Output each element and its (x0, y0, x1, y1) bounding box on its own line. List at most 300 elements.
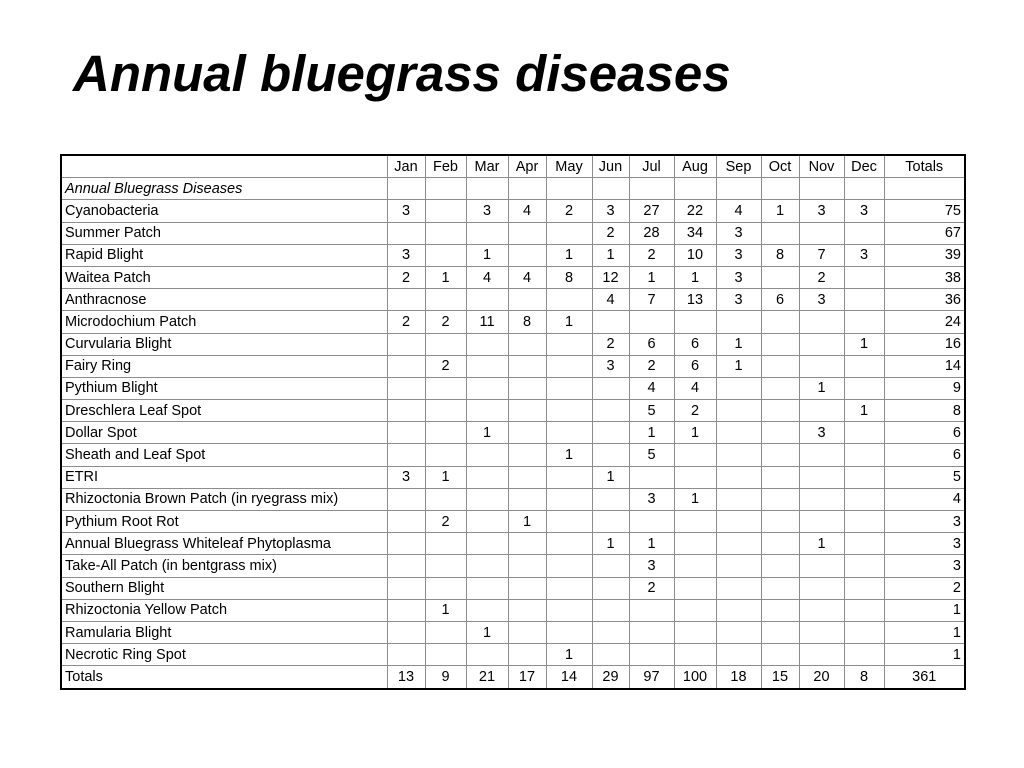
month-count-cell (425, 333, 466, 355)
month-count-cell: 2 (629, 577, 674, 599)
month-count-cell: 2 (425, 311, 466, 333)
month-count-cell (387, 488, 425, 510)
month-count-cell (844, 289, 884, 311)
row-total-cell: 8 (884, 400, 965, 422)
month-count-cell (629, 599, 674, 621)
month-count-cell: 1 (716, 355, 761, 377)
disease-name: Rhizoctonia Yellow Patch (61, 599, 387, 621)
month-count-cell (844, 555, 884, 577)
month-count-cell (844, 488, 884, 510)
month-count-cell: 1 (629, 533, 674, 555)
month-count-cell (716, 533, 761, 555)
month-count-cell (716, 577, 761, 599)
month-count-cell (674, 444, 716, 466)
month-count-cell (508, 355, 546, 377)
row-total-cell: 1 (884, 599, 965, 621)
row-total-cell: 3 (884, 511, 965, 533)
month-count-cell: 2 (674, 400, 716, 422)
month-total-cell: 100 (674, 666, 716, 689)
month-count-cell (508, 533, 546, 555)
month-count-cell (716, 377, 761, 399)
month-count-cell: 3 (716, 289, 761, 311)
table-row (61, 466, 965, 488)
month-count-cell: 2 (387, 311, 425, 333)
month-count-cell (592, 377, 629, 399)
month-count-cell: 3 (387, 244, 425, 266)
month-count-cell (508, 599, 546, 621)
month-count-cell (425, 422, 466, 444)
month-count-cell (387, 422, 425, 444)
month-count-cell (716, 644, 761, 666)
disease-name: Pythium Blight (61, 377, 387, 399)
month-header: Feb (425, 155, 466, 178)
row-total-cell: 2 (884, 577, 965, 599)
month-count-cell (592, 621, 629, 643)
month-count-cell: 6 (674, 355, 716, 377)
month-count-cell: 11 (466, 311, 508, 333)
month-count-cell (799, 621, 844, 643)
row-total-cell: 14 (884, 355, 965, 377)
month-count-cell (508, 488, 546, 510)
table-row (61, 311, 965, 333)
row-total-cell: 38 (884, 266, 965, 288)
month-count-cell: 3 (844, 200, 884, 222)
month-count-cell: 2 (592, 222, 629, 244)
totals-row-label: Totals (61, 666, 387, 689)
month-count-cell: 5 (629, 400, 674, 422)
month-count-cell (508, 377, 546, 399)
month-count-cell (629, 466, 674, 488)
month-count-cell: 1 (674, 266, 716, 288)
month-count-cell (387, 577, 425, 599)
month-count-cell (844, 222, 884, 244)
month-count-cell: 1 (716, 333, 761, 355)
month-count-cell: 4 (629, 377, 674, 399)
month-count-cell (425, 200, 466, 222)
row-total-cell: 16 (884, 333, 965, 355)
totals-header: Totals (884, 155, 965, 178)
month-count-cell (629, 511, 674, 533)
month-count-cell (716, 599, 761, 621)
month-count-cell: 1 (592, 244, 629, 266)
month-count-cell (387, 621, 425, 643)
month-count-cell: 1 (466, 621, 508, 643)
month-count-cell: 1 (674, 422, 716, 444)
month-count-cell (508, 400, 546, 422)
month-count-cell (546, 511, 592, 533)
month-count-cell (508, 555, 546, 577)
month-count-cell (387, 400, 425, 422)
month-count-cell: 1 (466, 422, 508, 444)
month-count-cell (761, 488, 799, 510)
month-count-cell (799, 555, 844, 577)
disease-name: Dollar Spot (61, 422, 387, 444)
month-count-cell (466, 222, 508, 244)
month-count-cell (546, 621, 592, 643)
row-total-cell: 24 (884, 311, 965, 333)
month-count-cell (508, 577, 546, 599)
month-count-cell: 3 (716, 222, 761, 244)
month-count-cell (844, 533, 884, 555)
month-count-cell (799, 222, 844, 244)
disease-name: Annual Bluegrass Whiteleaf Phytoplasma (61, 533, 387, 555)
month-count-cell: 1 (629, 266, 674, 288)
disease-name: Sheath and Leaf Spot (61, 444, 387, 466)
table-row (61, 333, 965, 355)
disease-name: Take-All Patch (in bentgrass mix) (61, 555, 387, 577)
table-row (61, 511, 965, 533)
month-count-cell (844, 599, 884, 621)
month-count-cell: 28 (629, 222, 674, 244)
month-count-cell: 2 (629, 355, 674, 377)
month-header: Mar (466, 155, 508, 178)
month-count-cell (592, 422, 629, 444)
month-count-cell (466, 511, 508, 533)
month-count-cell (466, 444, 508, 466)
row-total-cell: 1 (884, 644, 965, 666)
month-total-cell: 15 (761, 666, 799, 689)
month-count-cell (592, 555, 629, 577)
month-header: Apr (508, 155, 546, 178)
month-header: Jan (387, 155, 425, 178)
month-count-cell (466, 577, 508, 599)
month-count-cell (546, 577, 592, 599)
disease-name: Curvularia Blight (61, 333, 387, 355)
month-count-cell: 2 (592, 333, 629, 355)
month-count-cell: 1 (425, 266, 466, 288)
table-header-row (61, 155, 965, 178)
month-count-cell: 7 (799, 244, 844, 266)
table-row (61, 444, 965, 466)
month-count-cell (629, 621, 674, 643)
month-count-cell (761, 444, 799, 466)
section-row (61, 178, 965, 200)
month-count-cell: 13 (674, 289, 716, 311)
month-count-cell (761, 311, 799, 333)
month-count-cell (761, 511, 799, 533)
month-count-cell (425, 244, 466, 266)
month-count-cell (761, 555, 799, 577)
month-count-cell: 6 (629, 333, 674, 355)
month-count-cell (387, 444, 425, 466)
month-count-cell (546, 599, 592, 621)
disease-name: Southern Blight (61, 577, 387, 599)
month-count-cell: 1 (425, 466, 466, 488)
month-count-cell: 3 (799, 422, 844, 444)
month-count-cell (716, 444, 761, 466)
month-count-cell: 4 (592, 289, 629, 311)
month-count-cell (592, 644, 629, 666)
month-count-cell: 6 (761, 289, 799, 311)
month-count-cell: 4 (508, 200, 546, 222)
month-count-cell (425, 577, 466, 599)
row-total-cell: 6 (884, 422, 965, 444)
month-count-cell (716, 466, 761, 488)
month-total-cell: 20 (799, 666, 844, 689)
month-count-cell (761, 222, 799, 244)
month-count-cell (425, 555, 466, 577)
month-count-cell (761, 466, 799, 488)
month-count-cell (546, 466, 592, 488)
table-row (61, 244, 965, 266)
month-count-cell (761, 621, 799, 643)
month-count-cell (546, 377, 592, 399)
header-corner-cell (61, 155, 387, 178)
month-count-cell (466, 533, 508, 555)
month-count-cell (674, 555, 716, 577)
month-count-cell (592, 444, 629, 466)
month-count-cell (425, 377, 466, 399)
month-count-cell (844, 377, 884, 399)
month-count-cell: 10 (674, 244, 716, 266)
month-count-cell (546, 400, 592, 422)
month-count-cell (508, 222, 546, 244)
disease-name: Anthracnose (61, 289, 387, 311)
month-count-cell: 1 (844, 333, 884, 355)
disease-name: Dreschlera Leaf Spot (61, 400, 387, 422)
month-count-cell: 3 (716, 244, 761, 266)
month-count-cell (546, 355, 592, 377)
month-count-cell: 3 (629, 488, 674, 510)
month-count-cell (466, 355, 508, 377)
month-count-cell (387, 644, 425, 666)
month-count-cell: 4 (716, 200, 761, 222)
month-count-cell (508, 333, 546, 355)
table-row (61, 599, 965, 621)
month-count-cell (844, 355, 884, 377)
month-count-cell (844, 621, 884, 643)
section-label: Annual Bluegrass Diseases (61, 178, 387, 200)
table-row (61, 355, 965, 377)
month-count-cell (546, 488, 592, 510)
disease-name: Pythium Root Rot (61, 511, 387, 533)
month-count-cell (508, 244, 546, 266)
month-header: Sep (716, 155, 761, 178)
month-count-cell: 3 (844, 244, 884, 266)
disease-name: Waitea Patch (61, 266, 387, 288)
month-count-cell: 4 (508, 266, 546, 288)
month-count-cell (387, 377, 425, 399)
month-total-cell: 97 (629, 666, 674, 689)
month-count-cell (799, 444, 844, 466)
month-count-cell: 1 (546, 644, 592, 666)
disease-name: Summer Patch (61, 222, 387, 244)
month-count-cell (466, 466, 508, 488)
month-count-cell (546, 333, 592, 355)
month-count-cell: 1 (508, 511, 546, 533)
disease-name: Fairy Ring (61, 355, 387, 377)
month-total-cell: 21 (466, 666, 508, 689)
month-count-cell (592, 488, 629, 510)
month-count-cell (466, 555, 508, 577)
month-count-cell (508, 644, 546, 666)
month-total-cell: 8 (844, 666, 884, 689)
month-count-cell: 6 (674, 333, 716, 355)
month-header: May (546, 155, 592, 178)
row-total-cell: 3 (884, 555, 965, 577)
month-count-cell (425, 400, 466, 422)
month-count-cell: 2 (425, 355, 466, 377)
row-total-cell: 67 (884, 222, 965, 244)
month-count-cell (844, 577, 884, 599)
month-count-cell (716, 555, 761, 577)
month-total-cell: 9 (425, 666, 466, 689)
month-count-cell: 3 (799, 200, 844, 222)
month-count-cell (674, 644, 716, 666)
month-header: Oct (761, 155, 799, 178)
month-count-cell: 4 (674, 377, 716, 399)
table-row (61, 266, 965, 288)
table-row (61, 422, 965, 444)
month-count-cell (674, 311, 716, 333)
month-count-cell: 3 (592, 355, 629, 377)
month-count-cell (387, 333, 425, 355)
month-count-cell: 34 (674, 222, 716, 244)
month-count-cell (629, 311, 674, 333)
month-count-cell (592, 511, 629, 533)
month-count-cell (592, 311, 629, 333)
month-count-cell (546, 555, 592, 577)
disease-table (60, 154, 966, 690)
month-total-cell: 13 (387, 666, 425, 689)
month-count-cell: 3 (387, 200, 425, 222)
table-row (61, 577, 965, 599)
month-count-cell: 3 (799, 289, 844, 311)
page-title: Annual bluegrass diseases (73, 45, 731, 102)
month-count-cell (761, 333, 799, 355)
row-total-cell: 36 (884, 289, 965, 311)
month-count-cell (674, 511, 716, 533)
month-count-cell (387, 533, 425, 555)
month-count-cell: 3 (629, 555, 674, 577)
month-count-cell (508, 466, 546, 488)
month-count-cell (425, 289, 466, 311)
month-count-cell (466, 289, 508, 311)
month-count-cell (508, 621, 546, 643)
month-count-cell (799, 355, 844, 377)
month-count-cell (799, 311, 844, 333)
month-count-cell (592, 599, 629, 621)
month-header: Dec (844, 155, 884, 178)
month-count-cell (629, 644, 674, 666)
month-count-cell: 3 (387, 466, 425, 488)
row-total-cell: 1 (884, 621, 965, 643)
month-count-cell (844, 444, 884, 466)
month-total-cell: 17 (508, 666, 546, 689)
row-total-cell: 5 (884, 466, 965, 488)
month-total-cell: 29 (592, 666, 629, 689)
month-count-cell: 1 (799, 377, 844, 399)
month-count-cell: 2 (387, 266, 425, 288)
month-count-cell (387, 222, 425, 244)
month-count-cell (761, 355, 799, 377)
month-count-cell (674, 466, 716, 488)
month-count-cell: 22 (674, 200, 716, 222)
month-count-cell: 1 (592, 533, 629, 555)
disease-name: Rhizoctonia Brown Patch (in ryegrass mix) (61, 488, 387, 510)
month-count-cell: 1 (546, 311, 592, 333)
month-count-cell: 3 (716, 266, 761, 288)
table-row (61, 200, 965, 222)
month-count-cell: 8 (508, 311, 546, 333)
month-count-cell (425, 644, 466, 666)
month-count-cell (799, 644, 844, 666)
month-count-cell (466, 400, 508, 422)
month-count-cell (466, 599, 508, 621)
month-count-cell (425, 444, 466, 466)
month-count-cell: 8 (761, 244, 799, 266)
table-row (61, 400, 965, 422)
month-count-cell (674, 599, 716, 621)
month-count-cell (546, 222, 592, 244)
month-count-cell (674, 621, 716, 643)
month-count-cell (466, 377, 508, 399)
month-count-cell (546, 533, 592, 555)
month-count-cell (466, 488, 508, 510)
month-count-cell: 1 (844, 400, 884, 422)
month-count-cell (716, 400, 761, 422)
month-count-cell (425, 488, 466, 510)
month-count-cell (716, 422, 761, 444)
month-count-cell (716, 511, 761, 533)
month-count-cell (844, 422, 884, 444)
month-count-cell (508, 422, 546, 444)
row-total-cell: 75 (884, 200, 965, 222)
month-count-cell (546, 289, 592, 311)
month-count-cell (799, 466, 844, 488)
month-count-cell: 12 (592, 266, 629, 288)
month-count-cell (508, 444, 546, 466)
month-count-cell (674, 533, 716, 555)
month-header: Nov (799, 155, 844, 178)
month-header: Aug (674, 155, 716, 178)
month-count-cell: 1 (592, 466, 629, 488)
table-row (61, 289, 965, 311)
month-count-cell: 1 (546, 444, 592, 466)
month-count-cell (799, 599, 844, 621)
month-count-cell (799, 333, 844, 355)
month-count-cell: 4 (466, 266, 508, 288)
table-row (61, 222, 965, 244)
month-count-cell (799, 577, 844, 599)
disease-name: ETRI (61, 466, 387, 488)
month-count-cell (761, 422, 799, 444)
month-count-cell (592, 577, 629, 599)
month-count-cell (387, 289, 425, 311)
month-count-cell (674, 577, 716, 599)
month-count-cell (716, 311, 761, 333)
month-count-cell: 2 (799, 266, 844, 288)
month-count-cell: 1 (799, 533, 844, 555)
month-count-cell (761, 377, 799, 399)
month-header: Jun (592, 155, 629, 178)
month-count-cell (425, 621, 466, 643)
month-total-cell: 18 (716, 666, 761, 689)
month-count-cell: 1 (466, 244, 508, 266)
row-total-cell: 4 (884, 488, 965, 510)
month-count-cell (844, 644, 884, 666)
table-row (61, 488, 965, 510)
month-count-cell (761, 400, 799, 422)
disease-name: Necrotic Ring Spot (61, 644, 387, 666)
disease-name: Rapid Blight (61, 244, 387, 266)
month-count-cell (716, 488, 761, 510)
month-count-cell (844, 466, 884, 488)
month-count-cell: 7 (629, 289, 674, 311)
month-count-cell (716, 621, 761, 643)
grand-total-cell: 361 (884, 666, 965, 689)
month-count-cell (592, 400, 629, 422)
